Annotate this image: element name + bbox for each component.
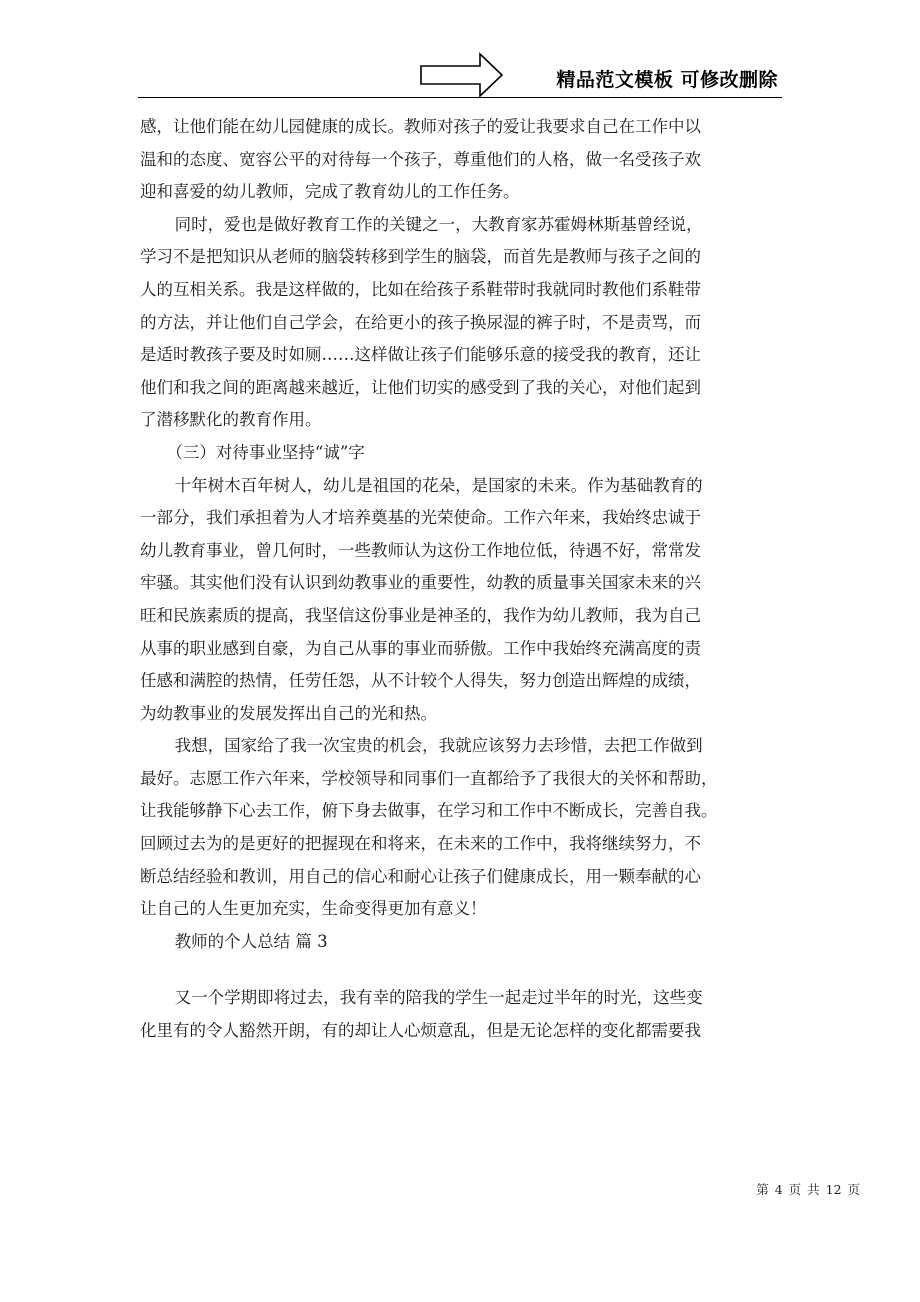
header-rule: [138, 97, 782, 98]
document-body: [140, 111, 780, 1048]
paragraph-love-key: 同时，爱也是做好教育工作的关键之一，大教育家苏霍姆林斯基曾经说， 学习不是把知识从老师的脑袋转移到学生的脑袋，而首先是教师与孩子之间的 人的互相关系。我是这样做的，比如在给孩子系鞋带时我就同时教他们系鞋带 的方法，并让他们自己学会，在给更小的孩子换尿湿的裤子时，不是责骂，而 是适时教孩子要及时如厕……这样做让孩子们能够乐意的接受我的教育，还让 他们和我之间的距离越来越近，让他们切实的感受到了我的关心，对他们起到 了潜移默化的教育作用。: [140, 214, 703, 430]
paragraph-semester: 又一个学期即将过去，我有幸的陪我的学生一起走过半年的时光，这些变 化里有的令人豁然开朗，有的却让人心烦意乱，但是无论怎样的变化都需要我: [140, 988, 703, 1041]
section-heading-sincerity: （三）对待事业坚持“诚”字: [166, 442, 365, 462]
right-arrow-icon: [420, 52, 504, 98]
header-title: 精品范文模板 可修改删除: [556, 69, 778, 91]
page-header: [138, 50, 782, 98]
paragraph-continued: 感，让他们能在幼儿园健康的成长。教师对孩子的爱让我要求自己在工作中以 温和的态度、宽容公平的对待每一个孩子，尊重他们的人格，做一名受孩子欢 迎和喜爱的幼儿教师，完成了教育幼儿的工作任务。: [140, 117, 701, 202]
article-title: 教师的个人总结 篇 3: [174, 931, 328, 951]
paragraph-opportunity: 我想，国家给了我一次宝贵的机会，我就应该努力去珍惜，去把工作做到 最好。志愿工作六年来，学校领导和同事们一直都给予了我很大的关怀和帮助， 让我能够静下心去工作，俯下身去做事，在学习和工作中不断成长，完善自我。 回顾过去为的是更好的把握现在和将来，在未来的工作中，我将继续努力，不 断总结经验和教训，用自己的信心和耐心让孩子们健康成长，用一颗奉献的心 让自己的人生更加充实，生命变得更加有意义！: [140, 736, 718, 919]
page-number: 第 4 页 共 12 页: [756, 1182, 860, 1197]
paragraph-career: 十年树木百年树人，幼儿是祖国的花朵，是国家的未来。作为基础教育的 一部分，我们承担着为人才培养奠基的光荣使命。工作六年来，我始终忠诚于 幼儿教育事业，曾几何时，一些教师认为这份工作地位低，待遇不好，常常发 牢骚。其实他们没有认识到幼教事业的重要性，幼教的质量事关国家未来的兴 旺和民族素质的提高，我坚信这份事业是神圣的，我作为幼儿教师，我为自己 从事的职业感到自豪，为自己从事的事业而骄傲。工作中我始终充满高度的责 任感和满腔的热情，任劳任怨，从不计较个人得失，努力创造出辉煌的成绩， 为幼教事业的发展发挥出自己的光和热。: [140, 475, 703, 723]
